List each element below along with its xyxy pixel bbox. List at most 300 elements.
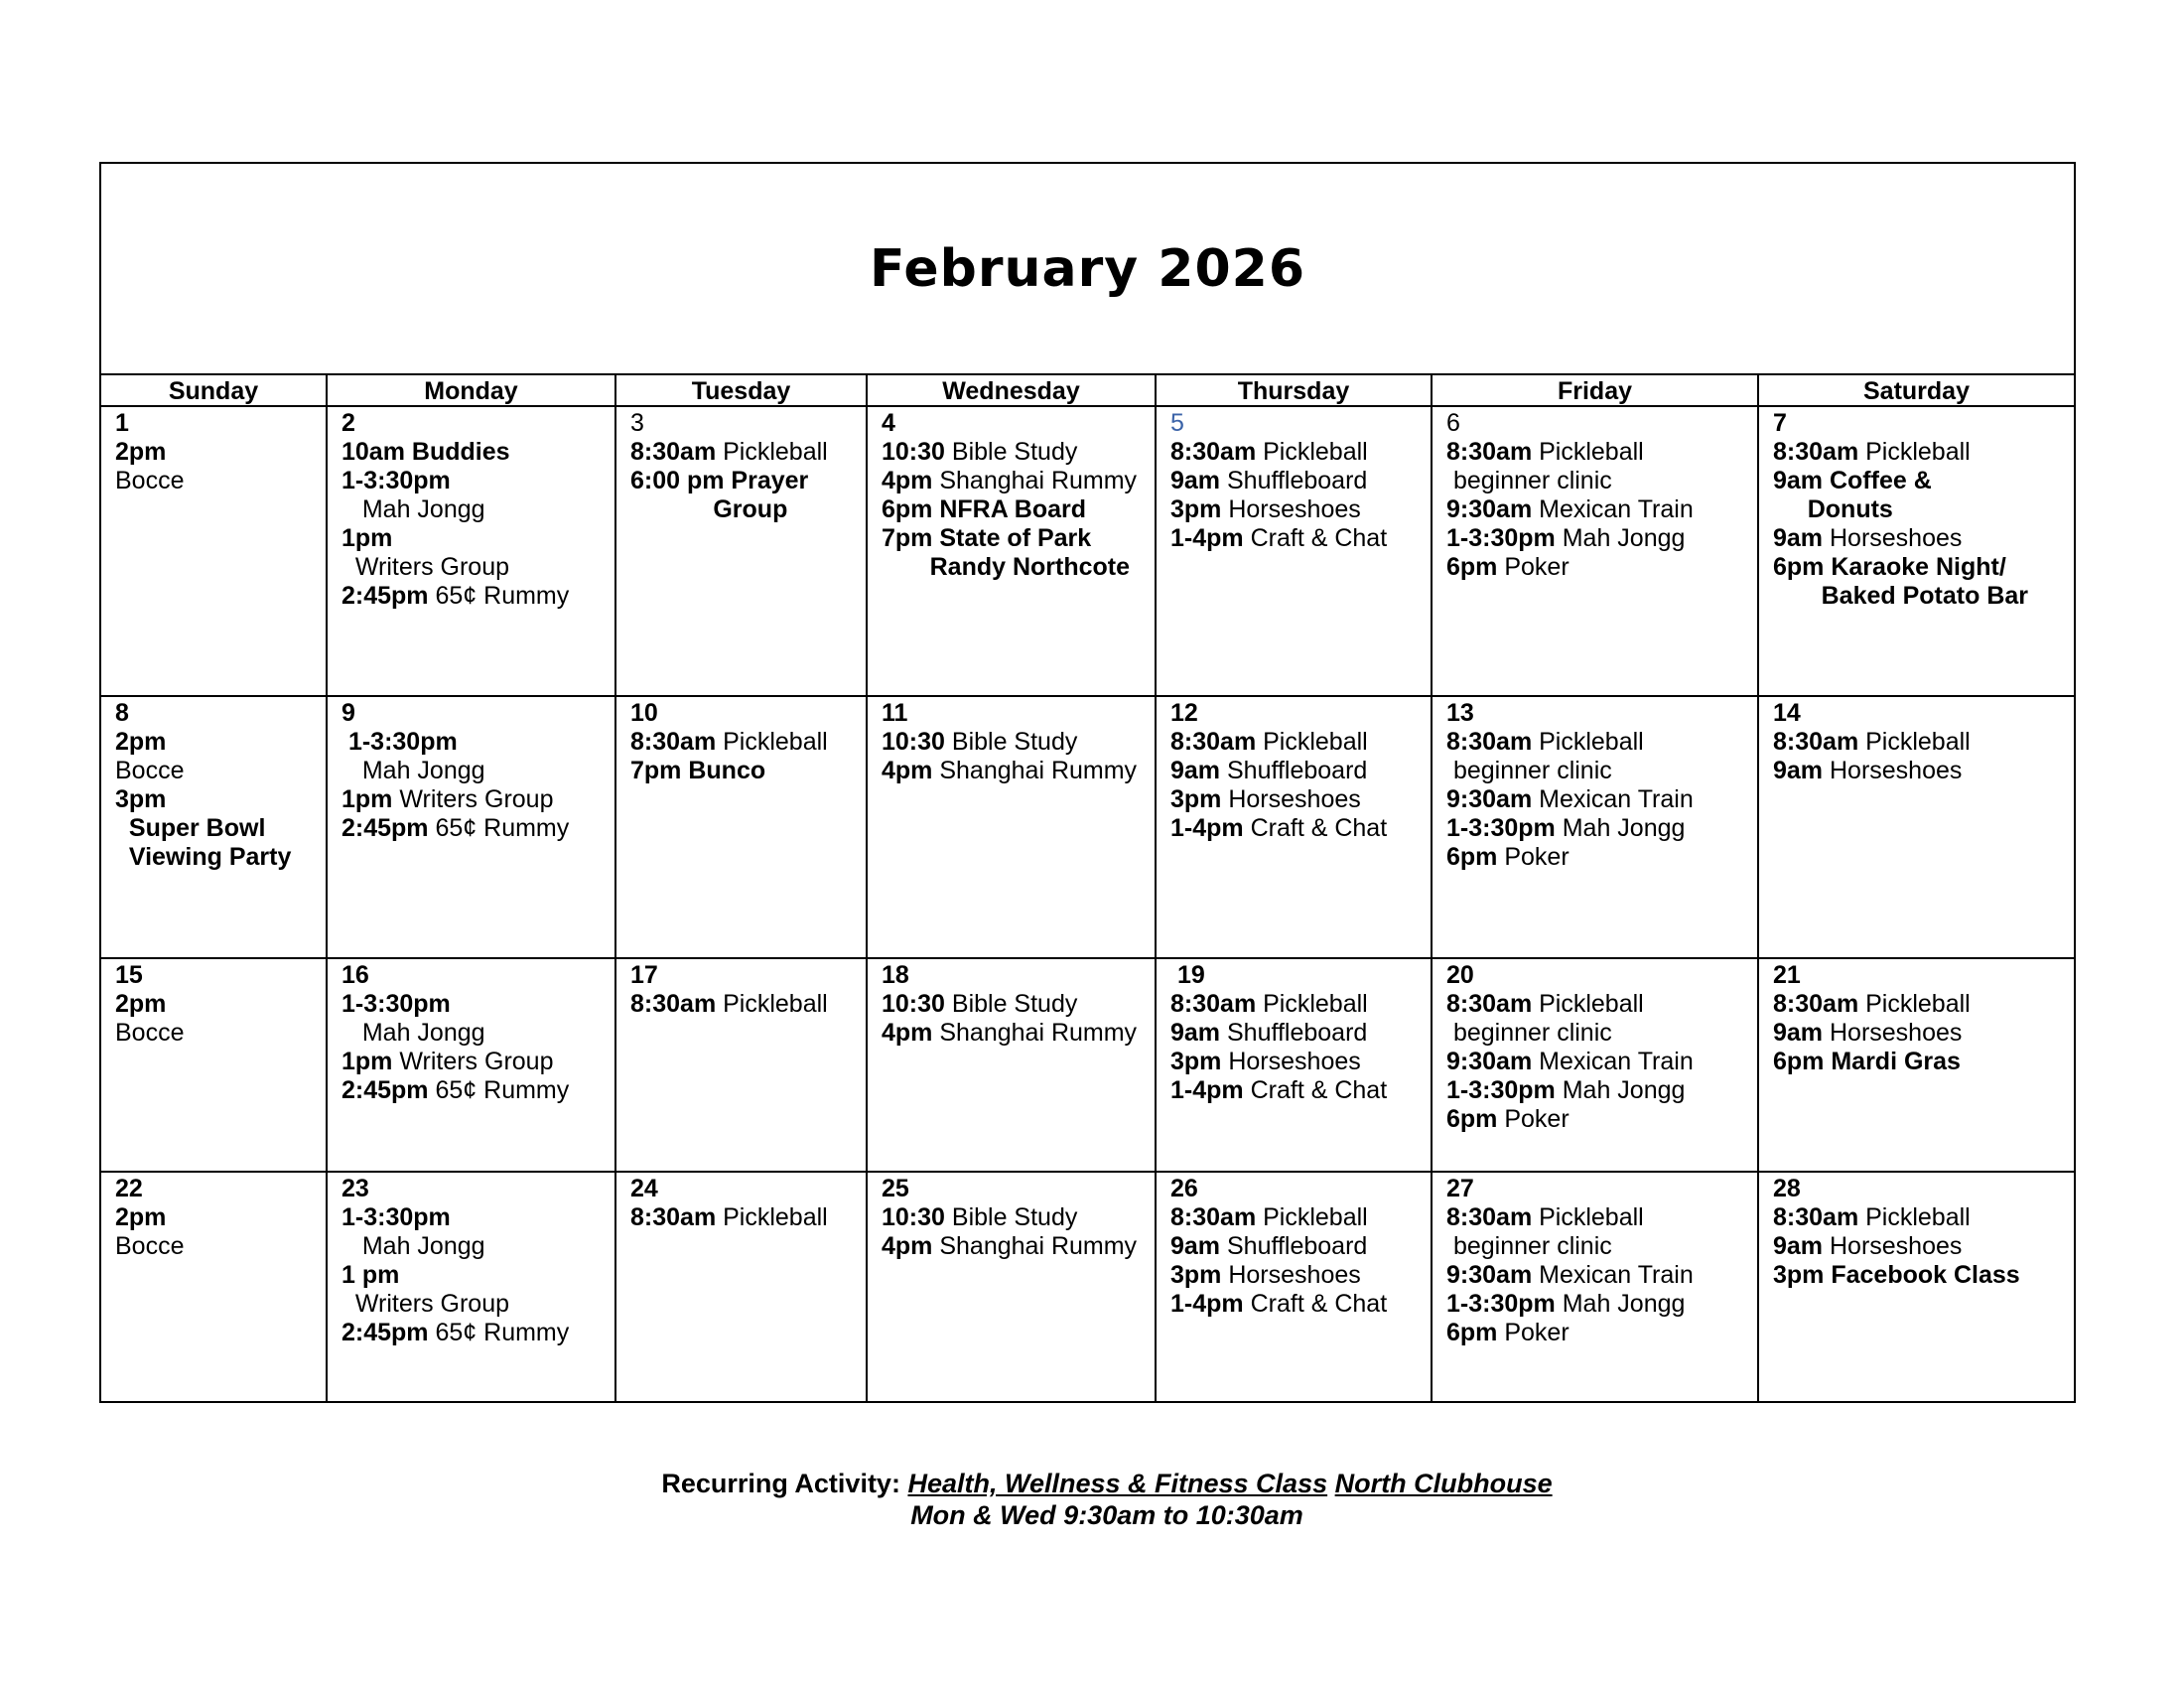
day-number: 18 bbox=[882, 961, 909, 989]
day-cell bbox=[328, 407, 616, 697]
event-line bbox=[1446, 990, 1743, 1019]
event-time: 6pm bbox=[1446, 1319, 1498, 1346]
event-time: Baked Potato Bar bbox=[1773, 582, 2029, 610]
event-line bbox=[341, 1019, 601, 1048]
event-line bbox=[1446, 467, 1743, 495]
event-line bbox=[630, 467, 852, 495]
event-text: Shuffleboard bbox=[1220, 757, 1368, 784]
event-text: Shanghai Rummy bbox=[932, 1232, 1138, 1260]
event-line bbox=[115, 757, 312, 785]
recurring-activity-name: Health, Wellness & Fitness Class bbox=[907, 1469, 1328, 1498]
event-line bbox=[1773, 1048, 2060, 1076]
event-text: Pickleball bbox=[1532, 990, 1644, 1018]
event-text: 65¢ Rummy bbox=[428, 1076, 570, 1104]
event-text: Horseshoes bbox=[1221, 1261, 1361, 1289]
event-time: 1-3:30pm bbox=[1446, 1076, 1556, 1104]
event-text: Pickleball bbox=[1858, 728, 1971, 756]
event-time: 9am bbox=[1170, 467, 1221, 494]
event-line bbox=[1773, 757, 2060, 785]
day-cell bbox=[1157, 697, 1433, 959]
event-line bbox=[1446, 524, 1743, 553]
event-time: 4pm bbox=[882, 1019, 933, 1047]
day-number: 4 bbox=[882, 409, 895, 437]
event-text: Horseshoes bbox=[1221, 495, 1361, 523]
event-text: Horseshoes bbox=[1823, 524, 1963, 552]
day-cell bbox=[1157, 407, 1433, 697]
event-time: 6pm Karaoke Night/ bbox=[1773, 553, 2006, 581]
event-time: 8:30am bbox=[630, 438, 717, 466]
calendar-grid bbox=[101, 375, 2074, 1401]
event-time: 1-3:30pm bbox=[1446, 524, 1556, 552]
day-number: 20 bbox=[1446, 961, 1474, 989]
event-text: Writers Group bbox=[341, 1290, 510, 1318]
event-line bbox=[882, 990, 1141, 1019]
day-number: 6 bbox=[1446, 409, 1460, 437]
event-text: beginner clinic bbox=[1446, 467, 1612, 494]
event-line bbox=[341, 495, 601, 524]
day-cell bbox=[1157, 1173, 1433, 1401]
day-number: 2 bbox=[341, 409, 355, 437]
weekday-header-thursday: Thursday bbox=[1157, 375, 1433, 407]
event-time: 8:30am bbox=[1773, 728, 1859, 756]
event-time: 2pm bbox=[115, 1203, 167, 1231]
event-text: Mah Jongg bbox=[341, 495, 485, 523]
day-cell bbox=[328, 959, 616, 1173]
event-line bbox=[1170, 1203, 1417, 1232]
day-number: 7 bbox=[1773, 409, 1787, 437]
event-time: 2:45pm bbox=[341, 1076, 429, 1104]
day-number: 13 bbox=[1446, 699, 1474, 727]
event-text: Shuffleboard bbox=[1220, 1019, 1368, 1047]
event-time: 6pm bbox=[1446, 1105, 1498, 1133]
event-time: 8:30am bbox=[1446, 990, 1533, 1018]
event-line bbox=[1773, 1261, 2060, 1290]
day-cell bbox=[1433, 697, 1759, 959]
event-line bbox=[1170, 524, 1417, 553]
event-text: Mah Jongg bbox=[1555, 1076, 1686, 1104]
event-time: 2pm bbox=[115, 990, 167, 1018]
day-cell bbox=[616, 1173, 868, 1401]
event-time: 6:00 pm Prayer bbox=[630, 467, 809, 494]
weekday-header-saturday: Saturday bbox=[1759, 375, 2074, 407]
event-time: 9am bbox=[1773, 524, 1824, 552]
event-time: 10:30 bbox=[882, 438, 945, 466]
event-text: Bocce bbox=[115, 757, 185, 784]
event-time: 1-4pm bbox=[1170, 524, 1244, 552]
event-time: 8:30am bbox=[1446, 728, 1533, 756]
day-number: 24 bbox=[630, 1175, 658, 1202]
day-cell bbox=[1433, 407, 1759, 697]
event-text: Pickleball bbox=[1858, 438, 1971, 466]
event-time: 8:30am bbox=[1446, 438, 1533, 466]
event-line bbox=[1170, 990, 1417, 1019]
event-text: Bible Study bbox=[944, 990, 1078, 1018]
event-line bbox=[882, 1019, 1141, 1048]
event-line bbox=[1170, 467, 1417, 495]
event-line bbox=[341, 785, 601, 814]
day-cell bbox=[101, 959, 328, 1173]
event-time: 3pm bbox=[1170, 1261, 1222, 1289]
month-title: February 2026 bbox=[869, 238, 1306, 299]
day-cell bbox=[101, 1173, 328, 1401]
weekday-header-tuesday: Tuesday bbox=[616, 375, 868, 407]
event-line bbox=[341, 1319, 601, 1347]
event-text: Shuffleboard bbox=[1220, 1232, 1368, 1260]
event-line bbox=[1446, 1290, 1743, 1319]
event-text: Poker bbox=[1497, 1319, 1570, 1346]
calendar-title-row bbox=[101, 164, 2074, 375]
event-line bbox=[341, 467, 601, 495]
event-time: 1-4pm bbox=[1170, 1290, 1244, 1318]
day-number: 11 bbox=[882, 699, 908, 727]
day-cell bbox=[1759, 1173, 2074, 1401]
event-text: Bocce bbox=[115, 467, 185, 494]
event-line bbox=[630, 728, 852, 757]
event-time: 8:30am bbox=[1170, 1203, 1257, 1231]
event-text: Writers Group bbox=[392, 785, 554, 813]
event-line bbox=[1446, 757, 1743, 785]
event-time: 8:30am bbox=[1773, 438, 1859, 466]
event-line bbox=[882, 728, 1141, 757]
event-text: 65¢ Rummy bbox=[428, 1319, 570, 1346]
event-time: 2:45pm bbox=[341, 814, 429, 842]
event-time: 3pm Facebook Class bbox=[1773, 1261, 2020, 1289]
weekday-header-friday: Friday bbox=[1433, 375, 1759, 407]
event-line bbox=[1446, 1203, 1743, 1232]
event-text: Shanghai Rummy bbox=[932, 1019, 1138, 1047]
event-time: 8:30am bbox=[1170, 990, 1257, 1018]
event-line bbox=[1446, 495, 1743, 524]
event-time: 10:30 bbox=[882, 1203, 945, 1231]
event-line bbox=[882, 467, 1141, 495]
event-line bbox=[630, 438, 852, 467]
event-line bbox=[341, 1232, 601, 1261]
event-text: Mexican Train bbox=[1532, 1048, 1694, 1075]
event-time: 1-3:30pm bbox=[1446, 814, 1556, 842]
day-number: 25 bbox=[882, 1175, 909, 1202]
event-text: Poker bbox=[1497, 843, 1570, 871]
event-line bbox=[1446, 438, 1743, 467]
event-line bbox=[341, 814, 601, 843]
event-time: 8:30am bbox=[630, 1203, 717, 1231]
day-cell bbox=[616, 959, 868, 1173]
event-line bbox=[630, 990, 852, 1019]
event-text: Writers Group bbox=[341, 553, 510, 581]
day-number: 17 bbox=[630, 961, 658, 989]
day-number: 1 bbox=[115, 409, 129, 437]
event-text: Pickleball bbox=[1858, 1203, 1971, 1231]
event-time: 6pm bbox=[1446, 553, 1498, 581]
event-line bbox=[1446, 1076, 1743, 1105]
event-line bbox=[115, 1203, 312, 1232]
day-cell bbox=[1157, 959, 1433, 1173]
event-text: Pickleball bbox=[716, 438, 828, 466]
event-line bbox=[341, 582, 601, 611]
event-time: 8:30am bbox=[630, 990, 717, 1018]
event-text: Bible Study bbox=[944, 728, 1078, 756]
event-time: 9am bbox=[1170, 1019, 1221, 1047]
event-time: 9:30am bbox=[1446, 785, 1533, 813]
event-line bbox=[1170, 495, 1417, 524]
event-time: 9am Coffee & bbox=[1773, 467, 1932, 494]
event-time: 1 pm bbox=[341, 1261, 400, 1289]
event-time: 3pm bbox=[1170, 495, 1222, 523]
event-line bbox=[1446, 1232, 1743, 1261]
event-text: Shanghai Rummy bbox=[932, 757, 1138, 784]
event-line bbox=[341, 1048, 601, 1076]
event-time: 2:45pm bbox=[341, 1319, 429, 1346]
event-time: 9:30am bbox=[1446, 1048, 1533, 1075]
event-line bbox=[1446, 1019, 1743, 1048]
event-time: 9am bbox=[1773, 1232, 1824, 1260]
event-line bbox=[115, 1232, 312, 1261]
day-number: 12 bbox=[1170, 699, 1198, 727]
event-line bbox=[1170, 1076, 1417, 1105]
day-number: 27 bbox=[1446, 1175, 1474, 1202]
event-line bbox=[1773, 467, 2060, 495]
event-time: 1-3:30pm bbox=[341, 1203, 451, 1231]
day-cell bbox=[1759, 959, 2074, 1173]
event-text: Pickleball bbox=[1858, 990, 1971, 1018]
event-line bbox=[1773, 1019, 2060, 1048]
event-line bbox=[1773, 438, 2060, 467]
event-line bbox=[1170, 728, 1417, 757]
event-time: Super Bowl bbox=[115, 814, 266, 842]
event-text: beginner clinic bbox=[1446, 1232, 1612, 1260]
event-text: 65¢ Rummy bbox=[428, 582, 570, 610]
event-line bbox=[1773, 1232, 2060, 1261]
event-line bbox=[115, 990, 312, 1019]
day-cell bbox=[868, 959, 1157, 1173]
day-number: 15 bbox=[115, 961, 143, 989]
event-text: Shuffleboard bbox=[1220, 467, 1368, 494]
event-text: Bocce bbox=[115, 1232, 185, 1260]
event-time: 2pm bbox=[115, 438, 167, 466]
event-text: Pickleball bbox=[1256, 1203, 1368, 1231]
event-time: 2pm bbox=[115, 728, 167, 756]
event-text: Horseshoes bbox=[1823, 757, 1963, 784]
event-line bbox=[341, 553, 601, 582]
event-text: Mah Jongg bbox=[341, 757, 485, 784]
event-line bbox=[115, 1019, 312, 1048]
day-number: 10 bbox=[630, 699, 658, 727]
event-line bbox=[1446, 1261, 1743, 1290]
recurring-schedule: Mon & Wed 9:30am to 10:30am bbox=[910, 1500, 1303, 1530]
event-line bbox=[1170, 1019, 1417, 1048]
event-line bbox=[1446, 728, 1743, 757]
event-time: 3pm bbox=[115, 785, 167, 813]
event-time: Group bbox=[630, 495, 788, 523]
event-text: Mah Jongg bbox=[1555, 1290, 1686, 1318]
event-line bbox=[1170, 1290, 1417, 1319]
event-time: 1pm bbox=[341, 524, 393, 552]
event-line bbox=[1773, 524, 2060, 553]
event-line bbox=[1446, 1319, 1743, 1347]
event-line bbox=[115, 814, 312, 843]
weekday-header-wednesday: Wednesday bbox=[868, 375, 1157, 407]
event-time: 6pm NFRA Board bbox=[882, 495, 1087, 523]
event-text: Shanghai Rummy bbox=[932, 467, 1138, 494]
event-line bbox=[630, 1203, 852, 1232]
event-time: 4pm bbox=[882, 757, 933, 784]
day-number: 16 bbox=[341, 961, 369, 989]
event-text: Pickleball bbox=[716, 990, 828, 1018]
day-cell bbox=[1433, 959, 1759, 1173]
event-time: Randy Northcote bbox=[882, 553, 1131, 581]
event-time: 9am bbox=[1170, 757, 1221, 784]
weekday-header-monday: Monday bbox=[328, 375, 616, 407]
event-line bbox=[1170, 1048, 1417, 1076]
recurring-activity-note bbox=[0, 1468, 2184, 1531]
day-cell bbox=[1759, 697, 2074, 959]
event-line bbox=[630, 757, 852, 785]
event-line bbox=[115, 843, 312, 872]
event-time: 8:30am bbox=[1773, 990, 1859, 1018]
event-line bbox=[341, 757, 601, 785]
event-time: 2:45pm bbox=[341, 582, 429, 610]
event-text: Writers Group bbox=[392, 1048, 554, 1075]
day-number: 22 bbox=[115, 1175, 143, 1202]
calendar-table bbox=[99, 162, 2076, 1403]
event-line bbox=[341, 1261, 601, 1290]
day-cell bbox=[101, 697, 328, 959]
day-cell bbox=[101, 407, 328, 697]
day-cell bbox=[328, 697, 616, 959]
day-cell bbox=[868, 407, 1157, 697]
day-cell bbox=[868, 1173, 1157, 1401]
event-line bbox=[341, 438, 601, 467]
event-text: Horseshoes bbox=[1221, 785, 1361, 813]
event-time: 1-3:30pm bbox=[1446, 1290, 1556, 1318]
event-text: Horseshoes bbox=[1221, 1048, 1361, 1075]
event-line bbox=[1446, 814, 1743, 843]
day-number: 8 bbox=[115, 699, 129, 727]
event-text: Bible Study bbox=[944, 438, 1078, 466]
day-number: 3 bbox=[630, 409, 644, 437]
event-text: Pickleball bbox=[716, 1203, 828, 1231]
event-time: 1-4pm bbox=[1170, 1076, 1244, 1104]
event-line bbox=[115, 785, 312, 814]
event-text: Poker bbox=[1497, 553, 1570, 581]
event-line bbox=[1773, 728, 2060, 757]
event-time: 1pm bbox=[341, 1048, 393, 1075]
event-time: 9:30am bbox=[1446, 495, 1533, 523]
event-text: Pickleball bbox=[1532, 1203, 1644, 1231]
event-text: Mah Jongg bbox=[1555, 524, 1686, 552]
event-text: beginner clinic bbox=[1446, 757, 1612, 784]
event-time: 8:30am bbox=[1170, 728, 1257, 756]
event-line bbox=[1170, 1232, 1417, 1261]
event-text: Mah Jongg bbox=[341, 1232, 485, 1260]
event-text: Pickleball bbox=[716, 728, 828, 756]
event-line bbox=[882, 495, 1141, 524]
event-text: Mexican Train bbox=[1532, 495, 1694, 523]
event-time: 10:30 bbox=[882, 728, 945, 756]
recurring-label: Recurring Activity: bbox=[661, 1469, 908, 1498]
day-cell bbox=[868, 697, 1157, 959]
event-line bbox=[882, 553, 1141, 582]
event-line bbox=[1773, 553, 2060, 582]
event-line bbox=[882, 1232, 1141, 1261]
event-time: 1-4pm bbox=[1170, 814, 1244, 842]
event-time: 1pm bbox=[341, 785, 393, 813]
event-time: 8:30am bbox=[1446, 1203, 1533, 1231]
day-number: 28 bbox=[1773, 1175, 1801, 1202]
event-line bbox=[1170, 814, 1417, 843]
event-time: 9am bbox=[1773, 757, 1824, 784]
event-line bbox=[115, 728, 312, 757]
event-time: Donuts bbox=[1773, 495, 1893, 523]
event-text: Mexican Train bbox=[1532, 785, 1694, 813]
event-line bbox=[882, 757, 1141, 785]
event-text: Mah Jongg bbox=[341, 1019, 485, 1047]
event-time: 10:30 bbox=[882, 990, 945, 1018]
event-time: 4pm bbox=[882, 467, 933, 494]
recurring-location: North Clubhouse bbox=[1334, 1469, 1553, 1498]
day-number: 9 bbox=[341, 699, 355, 727]
event-line bbox=[882, 1203, 1141, 1232]
event-text: Horseshoes bbox=[1823, 1019, 1963, 1047]
event-time: 3pm bbox=[1170, 785, 1222, 813]
event-text: Pickleball bbox=[1532, 438, 1644, 466]
event-line bbox=[115, 467, 312, 495]
event-line bbox=[341, 524, 601, 553]
event-line bbox=[1446, 1048, 1743, 1076]
event-text: Horseshoes bbox=[1823, 1232, 1963, 1260]
event-text: Craft & Chat bbox=[1243, 524, 1388, 552]
event-line bbox=[1773, 990, 2060, 1019]
event-line bbox=[341, 1076, 601, 1105]
event-line bbox=[1773, 1203, 2060, 1232]
event-text: Pickleball bbox=[1532, 728, 1644, 756]
day-number: 19 bbox=[1170, 961, 1205, 989]
event-line bbox=[1170, 1261, 1417, 1290]
event-time: 7pm Bunco bbox=[630, 757, 766, 784]
event-time: 8:30am bbox=[630, 728, 717, 756]
event-line bbox=[341, 1290, 601, 1319]
event-line bbox=[1446, 553, 1743, 582]
event-line bbox=[882, 524, 1141, 553]
event-line bbox=[1446, 1105, 1743, 1134]
event-time: 6pm Mardi Gras bbox=[1773, 1048, 1961, 1075]
event-text: Pickleball bbox=[1256, 438, 1368, 466]
event-line bbox=[1446, 785, 1743, 814]
event-time: 7pm State of Park bbox=[882, 524, 1092, 552]
day-cell bbox=[1433, 1173, 1759, 1401]
event-time: 4pm bbox=[882, 1232, 933, 1260]
day-number: 23 bbox=[341, 1175, 369, 1202]
day-number: 26 bbox=[1170, 1175, 1198, 1202]
day-cell bbox=[1759, 407, 2074, 697]
event-time: 1-3:30pm bbox=[341, 728, 458, 756]
event-line bbox=[630, 495, 852, 524]
event-text: Pickleball bbox=[1256, 728, 1368, 756]
event-line bbox=[341, 728, 601, 757]
event-line bbox=[341, 1203, 601, 1232]
event-line bbox=[341, 990, 601, 1019]
day-number: 5 bbox=[1170, 409, 1184, 437]
day-number: 14 bbox=[1773, 699, 1801, 727]
event-text: Craft & Chat bbox=[1243, 814, 1388, 842]
event-line bbox=[1773, 582, 2060, 611]
event-line bbox=[1446, 843, 1743, 872]
day-number: 21 bbox=[1773, 961, 1801, 989]
weekday-header-sunday: Sunday bbox=[101, 375, 328, 407]
event-line bbox=[1773, 495, 2060, 524]
event-line bbox=[1170, 785, 1417, 814]
day-cell bbox=[616, 697, 868, 959]
event-text: beginner clinic bbox=[1446, 1019, 1612, 1047]
